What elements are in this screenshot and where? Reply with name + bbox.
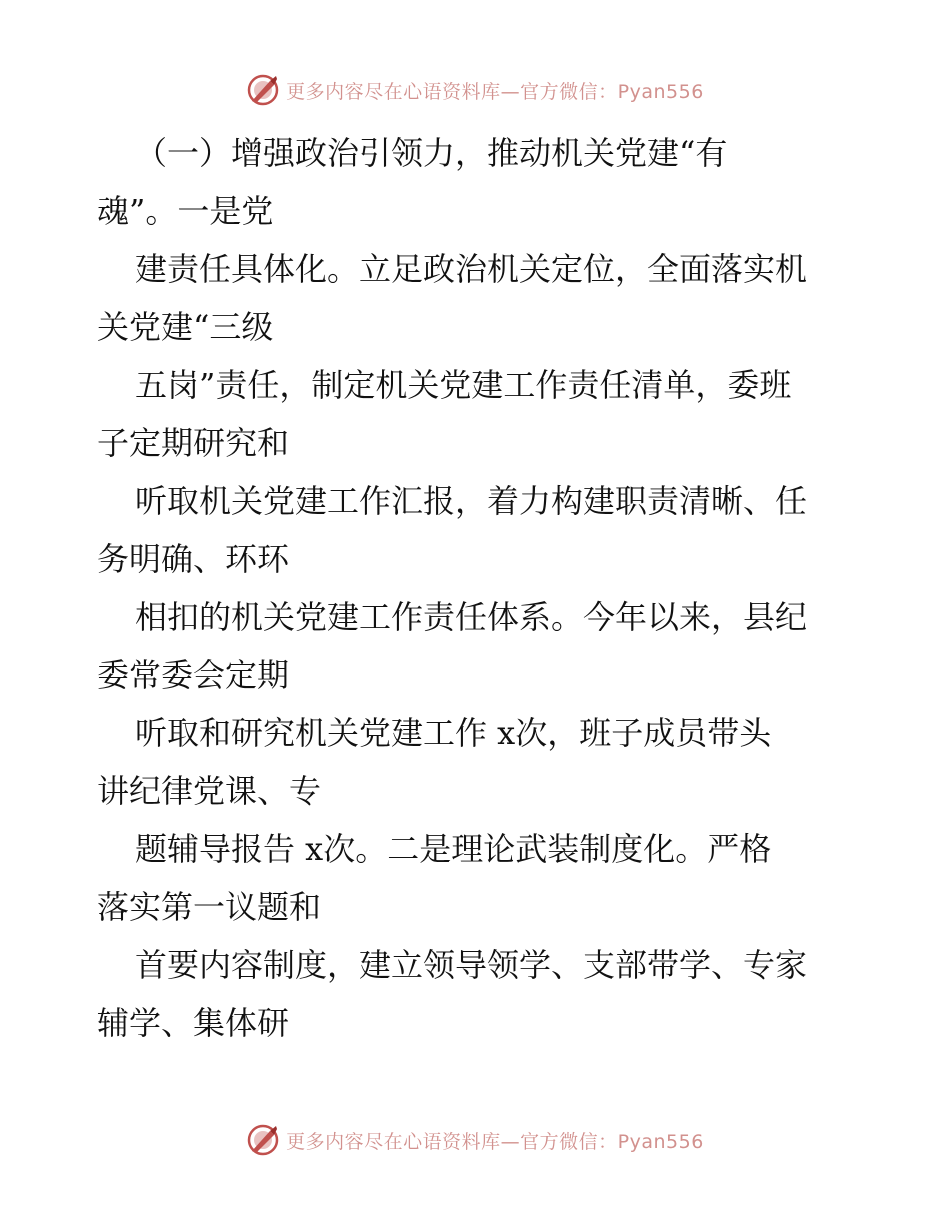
document-body (97, 124, 857, 1052)
paragraph (97, 124, 857, 1052)
text-line: 题辅导报告 x次。二是理论武装制度化。严格 (135, 830, 772, 868)
watermark-text: 更多内容尽在心语资料库—官方微信：Pyan556 (286, 80, 704, 103)
feather-pen-logo-icon (246, 1123, 280, 1157)
text-line: （一）增强政治引领力，推动机关党建“有 (135, 134, 728, 172)
watermark-banner-top (0, 70, 950, 110)
text-line: 委常委会定期 (97, 656, 290, 694)
text-line: 相扣的机关党建工作责任体系。今年以来，县纪 (135, 598, 808, 636)
watermark-banner-bottom (0, 1120, 950, 1160)
text-line: 关党建“三级 (97, 308, 274, 346)
text-line: 魂”。一是党 (97, 192, 274, 230)
text-line: 务明确、环环 (97, 540, 290, 578)
text-line: 子定期研究和 (97, 424, 290, 462)
text-line: 五岗”责任，制定机关党建工作责任清单，委班 (135, 366, 792, 404)
watermark-text: 更多内容尽在心语资料库—官方微信：Pyan556 (286, 1130, 704, 1153)
text-line: 辅学、集体研 (97, 1004, 290, 1042)
feather-pen-logo-icon (246, 73, 280, 107)
text-line: 首要内容制度，建立领导领学、支部带学、专家 (135, 946, 808, 984)
text-line: 听取机关党建工作汇报，着力构建职责清晰、任 (135, 482, 808, 520)
text-line: 建责任具体化。立足政治机关定位，全面落实机 (135, 250, 808, 288)
text-line: 听取和研究机关党建工作 x次，班子成员带头 (135, 714, 772, 752)
text-line: 落实第一议题和 (97, 888, 322, 926)
text-line: 讲纪律党课、专 (97, 772, 322, 810)
